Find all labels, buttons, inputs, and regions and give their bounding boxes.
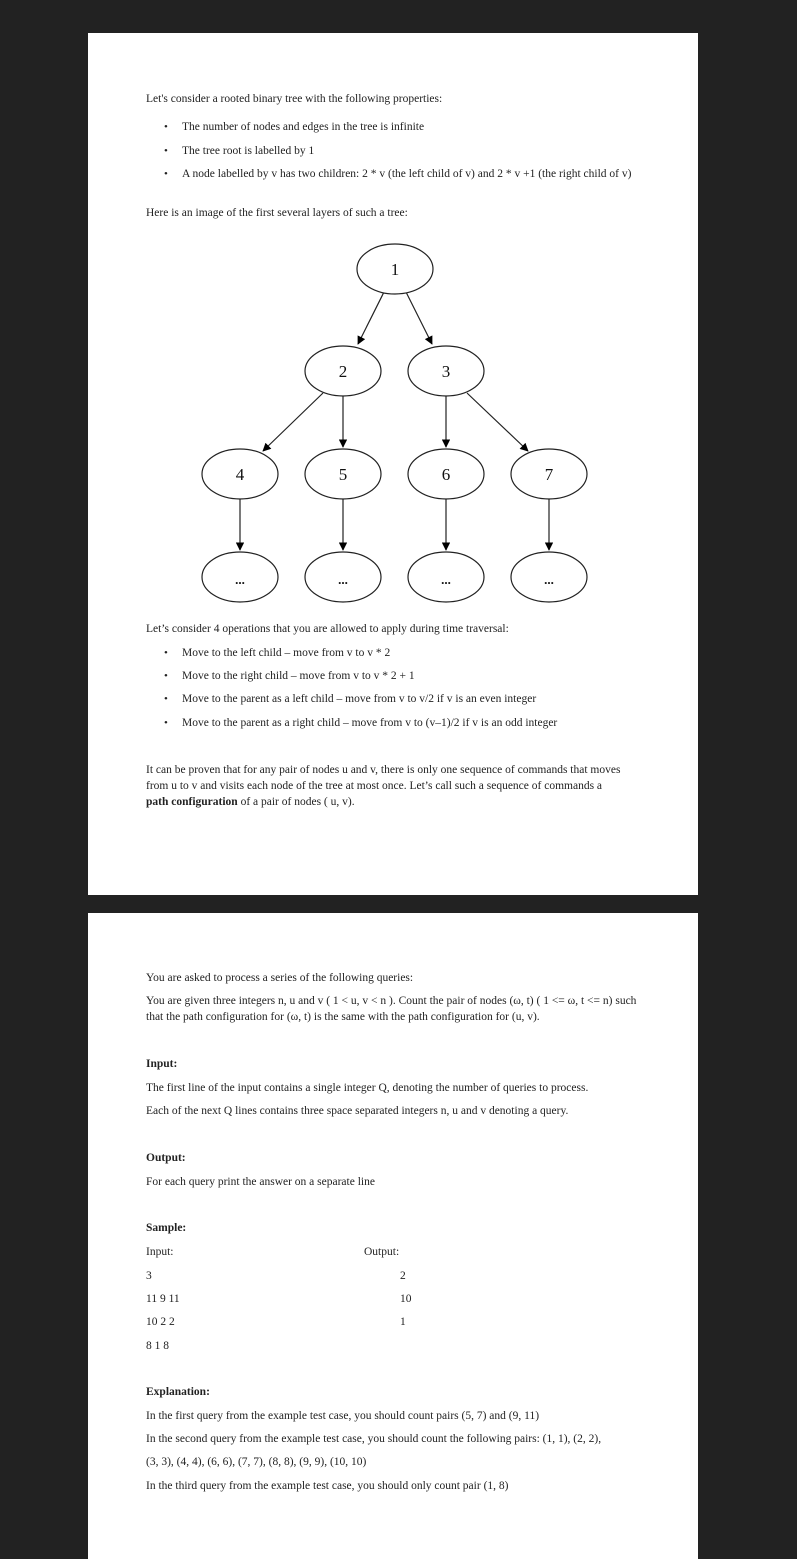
node-label: 3 bbox=[441, 362, 451, 381]
operation-item: Move to the right child – move from v to v * 2 + 1 bbox=[182, 670, 415, 682]
property-item: The number of nodes and edges in the tree is infinite bbox=[182, 121, 425, 133]
explanation-line: (3, 3), (4, 4), (6, 6), (7, 7), (8, 8), (9, 9), (10, 10) bbox=[146, 1456, 367, 1468]
bullet-icon: • bbox=[164, 145, 168, 157]
tree-edge bbox=[263, 393, 323, 451]
operation-item: Move to the parent as a right child – move from v to (v–1)/2 if v is an odd integer bbox=[182, 717, 558, 729]
bullet-icon: • bbox=[164, 717, 168, 729]
proof-paragraph bbox=[146, 762, 626, 810]
output-heading: Output: bbox=[146, 1152, 186, 1164]
node-label: 2 bbox=[338, 362, 348, 381]
node-label: ... bbox=[441, 572, 451, 587]
sample-input-line: 10 2 2 bbox=[146, 1316, 175, 1328]
bullet-icon: • bbox=[164, 670, 168, 682]
node-label: ... bbox=[544, 572, 554, 587]
document-page-2 bbox=[88, 913, 698, 1559]
node-label: 4 bbox=[235, 465, 245, 484]
sample-heading: Sample: bbox=[146, 1222, 187, 1234]
document-page-1 bbox=[88, 33, 698, 895]
tree-edge bbox=[406, 292, 432, 344]
bullet-icon: • bbox=[164, 693, 168, 705]
output-line: For each query print the answer on a separate line bbox=[146, 1176, 375, 1188]
sample-input-label: Input: bbox=[146, 1246, 174, 1258]
explanation-line: In the first query from the example test case, you should count pairs (5, 7) and (9, 11) bbox=[146, 1410, 540, 1422]
explanation-line: In the third query from the example test case, you should only count pair (1, 8) bbox=[146, 1480, 509, 1492]
bullet-icon: • bbox=[164, 647, 168, 659]
explanation-line: In the second query from the example test case, you should count the following pairs: (1, 1), (2, 2), bbox=[146, 1433, 602, 1445]
node-label: ... bbox=[338, 572, 348, 587]
sample-output-line: 1 bbox=[400, 1316, 406, 1328]
sample-input-line: 11 9 11 bbox=[146, 1293, 180, 1305]
sample-input-line: 8 1 8 bbox=[146, 1340, 169, 1352]
intro-text: Let's consider a rooted binary tree with the following properties: bbox=[146, 93, 443, 105]
queries-intro: You are asked to process a series of the following queries: bbox=[146, 972, 414, 984]
proof-text-end: of a pair of nodes ( u, v). bbox=[237, 796, 355, 808]
tree-edge bbox=[358, 292, 384, 344]
sample-output-line: 10 bbox=[400, 1293, 412, 1305]
sample-output-line: 2 bbox=[400, 1270, 406, 1282]
proof-text: It can be proven that for any pair of nodes u and v, there is only one sequence of commands that moves from u to v and visits each node of the tree at most once. Let’s call such a sequence of commands a bbox=[146, 764, 621, 792]
bullet-icon: • bbox=[164, 121, 168, 133]
node-label: 6 bbox=[441, 465, 451, 484]
node-label: ... bbox=[235, 572, 245, 587]
sample-input-line: 3 bbox=[146, 1270, 152, 1282]
node-label: 7 bbox=[544, 465, 554, 484]
property-item: The tree root is labelled by 1 bbox=[182, 145, 315, 157]
operation-item: Move to the parent as a left child – move from v to v/2 if v is an even integer bbox=[182, 693, 537, 705]
query-description: You are given three integers n, u and v ( 1 < u, v < n ). Count the pair of nodes (ω, t) ( 1 <= ω, t <= n) such that the path configuration for (ω, t) is the same with the path configuration for (u, v). bbox=[146, 995, 637, 1023]
operations-intro: Let’s consider 4 operations that you are allowed to apply during time traversal: bbox=[146, 623, 509, 635]
tree-edge bbox=[467, 393, 528, 451]
node-label: 1 bbox=[390, 260, 400, 279]
operation-item: Move to the left child – move from v to v * 2 bbox=[182, 647, 391, 659]
image-intro-text: Here is an image of the first several layers of such a tree: bbox=[146, 207, 408, 219]
bullet-icon: • bbox=[164, 168, 168, 180]
explanation-heading: Explanation: bbox=[146, 1386, 210, 1398]
input-line: Each of the next Q lines contains three space separated integers n, u and v denoting a query. bbox=[146, 1105, 569, 1117]
sample-output-label: Output: bbox=[364, 1246, 400, 1258]
property-item: A node labelled by v has two children: 2 * v (the left child of v) and 2 * v +1 (the right child of v) bbox=[182, 168, 632, 180]
path-configuration-term: path configuration bbox=[146, 796, 238, 808]
input-line: The first line of the input contains a single integer Q, denoting the number of queries to process. bbox=[146, 1082, 589, 1094]
node-label: 5 bbox=[338, 465, 348, 484]
input-heading: Input: bbox=[146, 1058, 178, 1070]
